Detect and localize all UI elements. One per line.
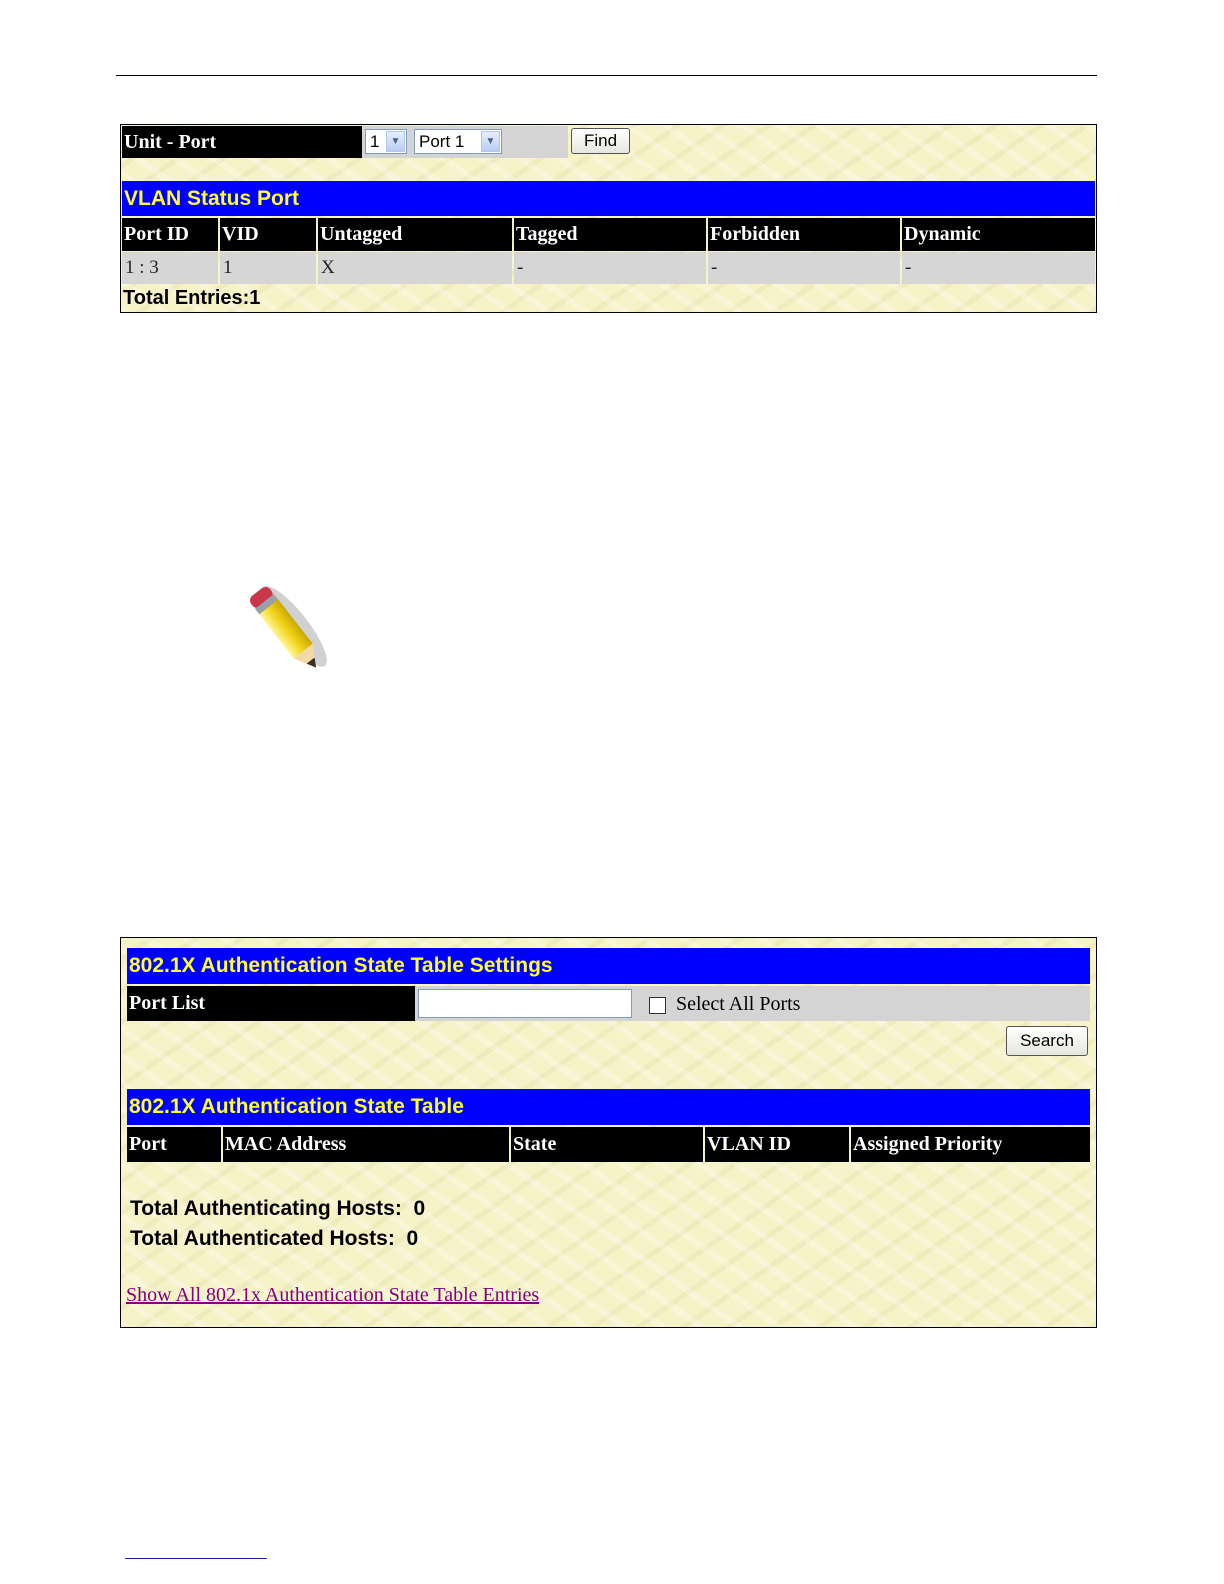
port-select[interactable] (414, 129, 502, 154)
chevron-down-icon: ▼ (386, 131, 405, 152)
cell-forbidden: - (708, 252, 900, 284)
show-all-entries-link[interactable]: Show All 802.1x Authentication State Table Entries (126, 1284, 540, 1306)
port-select-value: Port 1 (419, 131, 465, 151)
port-list-input[interactable] (418, 989, 632, 1018)
column-header-mac-address: MAC Address (223, 1127, 509, 1162)
select-all-ports-label: Select All Ports (676, 993, 801, 1015)
page-bottom-rule (125, 1558, 267, 1559)
vlan-status-panel (120, 124, 1097, 313)
chevron-down-icon: ▼ (481, 131, 500, 152)
total-authenticated-hosts: Total Authenticated Hosts: 0 (130, 1227, 419, 1250)
total-authenticating-hosts: Total Authenticating Hosts: 0 (130, 1197, 426, 1220)
unit-port-label: Unit - Port (122, 126, 362, 158)
column-header-state: State (511, 1127, 703, 1162)
cell-port-id: 1 : 3 (122, 252, 218, 284)
unit-select[interactable] (365, 129, 407, 154)
column-header-forbidden: Forbidden (708, 218, 900, 251)
column-header-dynamic: Dynamic (902, 218, 1095, 251)
pencil-icon (236, 570, 336, 688)
find-button[interactable]: Find (571, 128, 630, 154)
column-header-assigned-priority: Assigned Priority (851, 1127, 1090, 1162)
search-button[interactable]: Search (1006, 1026, 1088, 1056)
auth-settings-title: 802.1X Authentication State Table Settings (127, 948, 1090, 984)
select-all-ports-checkbox[interactable] (649, 997, 666, 1014)
total-entries: Total Entries:1 (123, 287, 261, 309)
vlan-status-title: VLAN Status Port (122, 181, 1095, 216)
column-header-untagged: Untagged (318, 218, 512, 251)
auth-state-panel (120, 937, 1097, 1328)
cell-vid: 1 (220, 252, 316, 284)
column-header-vlan-id: VLAN ID (705, 1127, 849, 1162)
column-header-vid: VID (220, 218, 316, 251)
column-header-port: Port (127, 1127, 221, 1162)
cell-dynamic: - (902, 252, 1095, 284)
port-list-label: Port List (127, 986, 415, 1021)
cell-untagged: X (318, 252, 512, 284)
page-top-rule (116, 75, 1097, 76)
column-header-tagged: Tagged (514, 218, 706, 251)
cell-tagged: - (514, 252, 706, 284)
unit-select-value: 1 (370, 131, 380, 151)
auth-table-title: 802.1X Authentication State Table (127, 1089, 1090, 1125)
column-header-port-id: Port ID (122, 218, 218, 251)
